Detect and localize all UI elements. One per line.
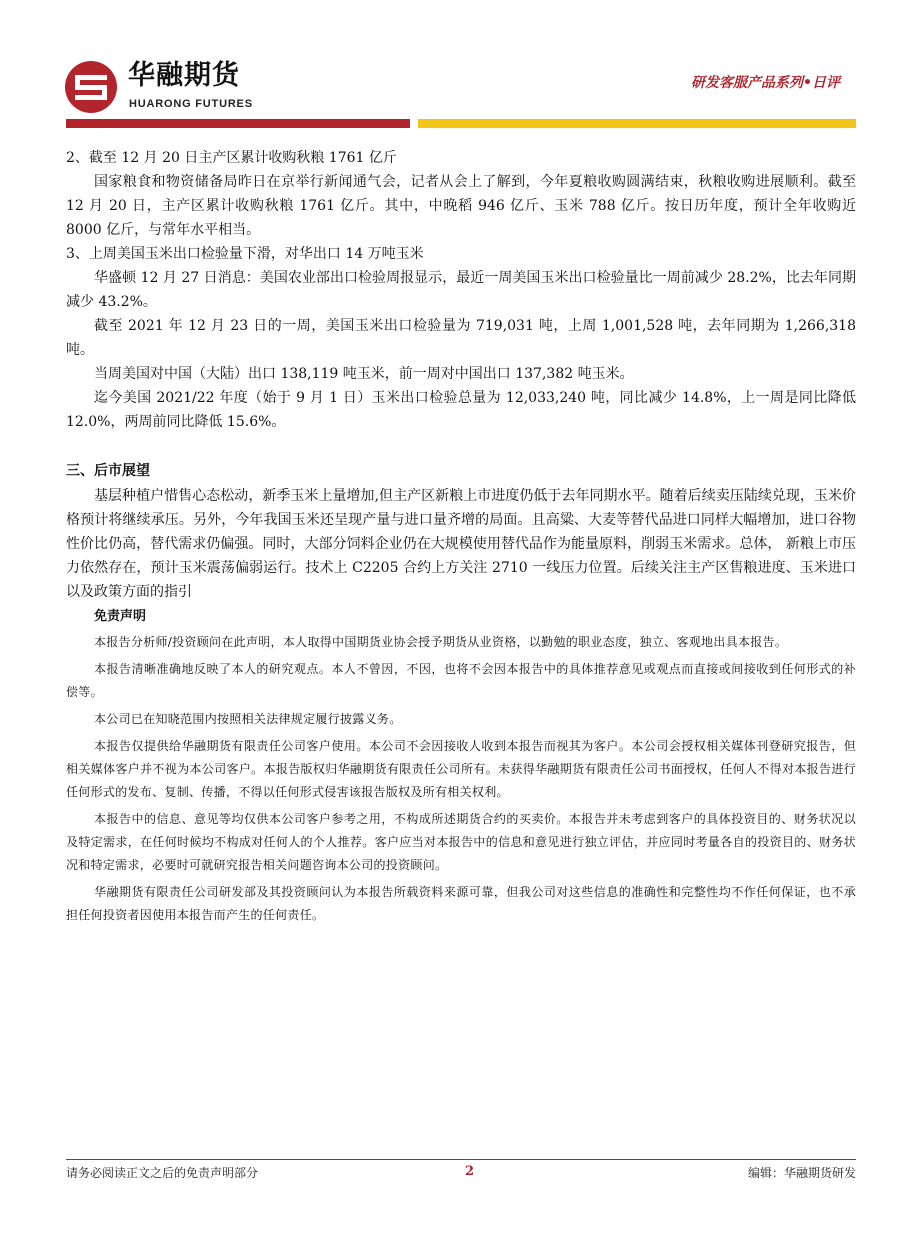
footer-disclaimer-note: 请务必阅读正文之后的免责声明部分 bbox=[66, 1166, 259, 1180]
disclaimer-paragraph: 本报告中的信息、意见等均仅供本公司客户参考之用，不构成所述期货合约的买卖价。本报告并未考虑到客户的具体投资目的、财务状况以及特定需求，在任何时候均不构成对任何人的个人推荐。客户应当对本报告中的信息和意见进行独立评估，并应同时考量各自的投资目的、财务状况和特定需求，必要时可就研究报告相关问题咨询本公司的投资顾问。 bbox=[66, 812, 856, 872]
paragraph: 截至 2021 年 12 月 23 日的一周，美国玉米出口检验量为 719,031 吨，上周 1,001,528 吨，去年同期为 1,266,318 吨。 bbox=[66, 318, 856, 358]
disclaimer-paragraph: 本公司已在知晓范围内按照相关法律规定履行披露义务。 bbox=[94, 712, 402, 726]
page-number: 2 bbox=[465, 1164, 475, 1179]
disclaimer-paragraph: 华融期货有限责任公司研发部及其投资顾问认为本报告所载资料来源可靠，但我公司对这些信息的准确性和完整性均不作任何保证，也不承担任何投资者因使用本报告而产生的任何责任。 bbox=[66, 885, 856, 922]
outlook-paragraph: 基层种植户惜售心态松动，新季玉米上量增加,但主产区新粮上市进度仍低于去年同期水平。随着后续卖压陆续兑现，玉米价格预计将继续承压。另外，今年我国玉米还呈现产量与进口量齐增的局面。且高粱、大麦等替代品进口同样大幅增加，进口谷物性价比仍高，替代需求仍偏强。同时，大部分饲料企业仍在大规模使用替代品作为能量原料，削弱玉米需求。总体， 新粮上市压力依然存在，预计玉米震荡偏弱运行。技术上 C2205 合约上方关注 2710 一线压力位置。后续关注主产区售粮进度、玉米进口以及政策方面的指引 bbox=[66, 488, 856, 600]
paragraph: 当周美国对中国（大陆）出口 138,119 吨玉米，前一周对中国出口 137,382 吨玉米。 bbox=[94, 366, 634, 382]
huarong-logo-icon bbox=[64, 60, 118, 114]
paragraph: 华盛顿 12 月 27 日消息：美国农业部出口检验周报显示，最近一周美国玉米出口检验量比一周前减少 28.2%，比去年同期减少 43.2%。 bbox=[66, 270, 856, 310]
header-divider-red bbox=[66, 119, 410, 128]
disclaimer-paragraph: 本报告仅提供给华融期货有限责任公司客户使用。本公司不会因接收人收到本报告而视其为客户。本公司会授权相关媒体刊登研究报告，但相关媒体客户并不视为本公司客户。本报告版权归华融期货有限责任公司所有。未获得华融期货有限责任公司书面授权，任何人不得对本报告进行任何形式的发布、复制、传播，不得以任何形式侵害该报告版权及所有相关权利。 bbox=[66, 739, 856, 799]
disclaimer-section bbox=[66, 631, 856, 927]
report-content bbox=[66, 146, 856, 931]
disclaimer-paragraph: 本报告分析师/投资顾问在此声明，本人取得中国期货业协会授予期货从业资格，以勤勉的职业态度，独立、客观地出具本报告。 bbox=[94, 635, 788, 649]
disclaimer-paragraph: 本报告清晰准确地反映了本人的研究观点。本人不曾因，不因，也将不会因本报告中的具体推荐意见或观点而直接或间接收到任何形式的补偿等。 bbox=[66, 662, 856, 699]
header-divider-yellow bbox=[418, 119, 856, 128]
brand-name-cn: 华融期货 bbox=[128, 60, 240, 91]
brand-name-en: HUARONG FUTURES bbox=[129, 98, 253, 110]
series-title: 研发客服产品系列•日评 bbox=[691, 75, 840, 91]
item-heading: 2、截至 12 月 20 日主产区累计收购秋粮 1761 亿斤 bbox=[66, 150, 397, 166]
footer-divider bbox=[66, 1159, 856, 1160]
paragraph: 迄今美国 2021/22 年度（始于 9 月 1 日）玉米出口检验总量为 12,033,240 吨，同比减少 14.8%，上一周是同比降低 12.0%，两周前同比降低 15.6%。 bbox=[66, 390, 856, 430]
disclaimer-title: 免责声明 bbox=[94, 609, 147, 624]
footer-editor: 编辑：华融期货研发 bbox=[747, 1166, 856, 1180]
section-title: 三、后市展望 bbox=[66, 463, 150, 479]
page-header bbox=[0, 0, 920, 130]
paragraph: 国家粮食和物资储备局昨日在京举行新闻通气会，记者从会上了解到，今年夏粮收购圆满结束，秋粮收购进展顺利。截至 12 月 20 日，主产区累计收购秋粮 1761 亿斤。其中，中晚稻 946 亿斤、玉米 788 亿斤。按日历年度，预计全年收购近 8000 亿斤，与常年水平相当。 bbox=[66, 174, 856, 238]
item-heading: 3、上周美国玉米出口检验量下滑，对华出口 14 万吨玉米 bbox=[66, 246, 424, 262]
